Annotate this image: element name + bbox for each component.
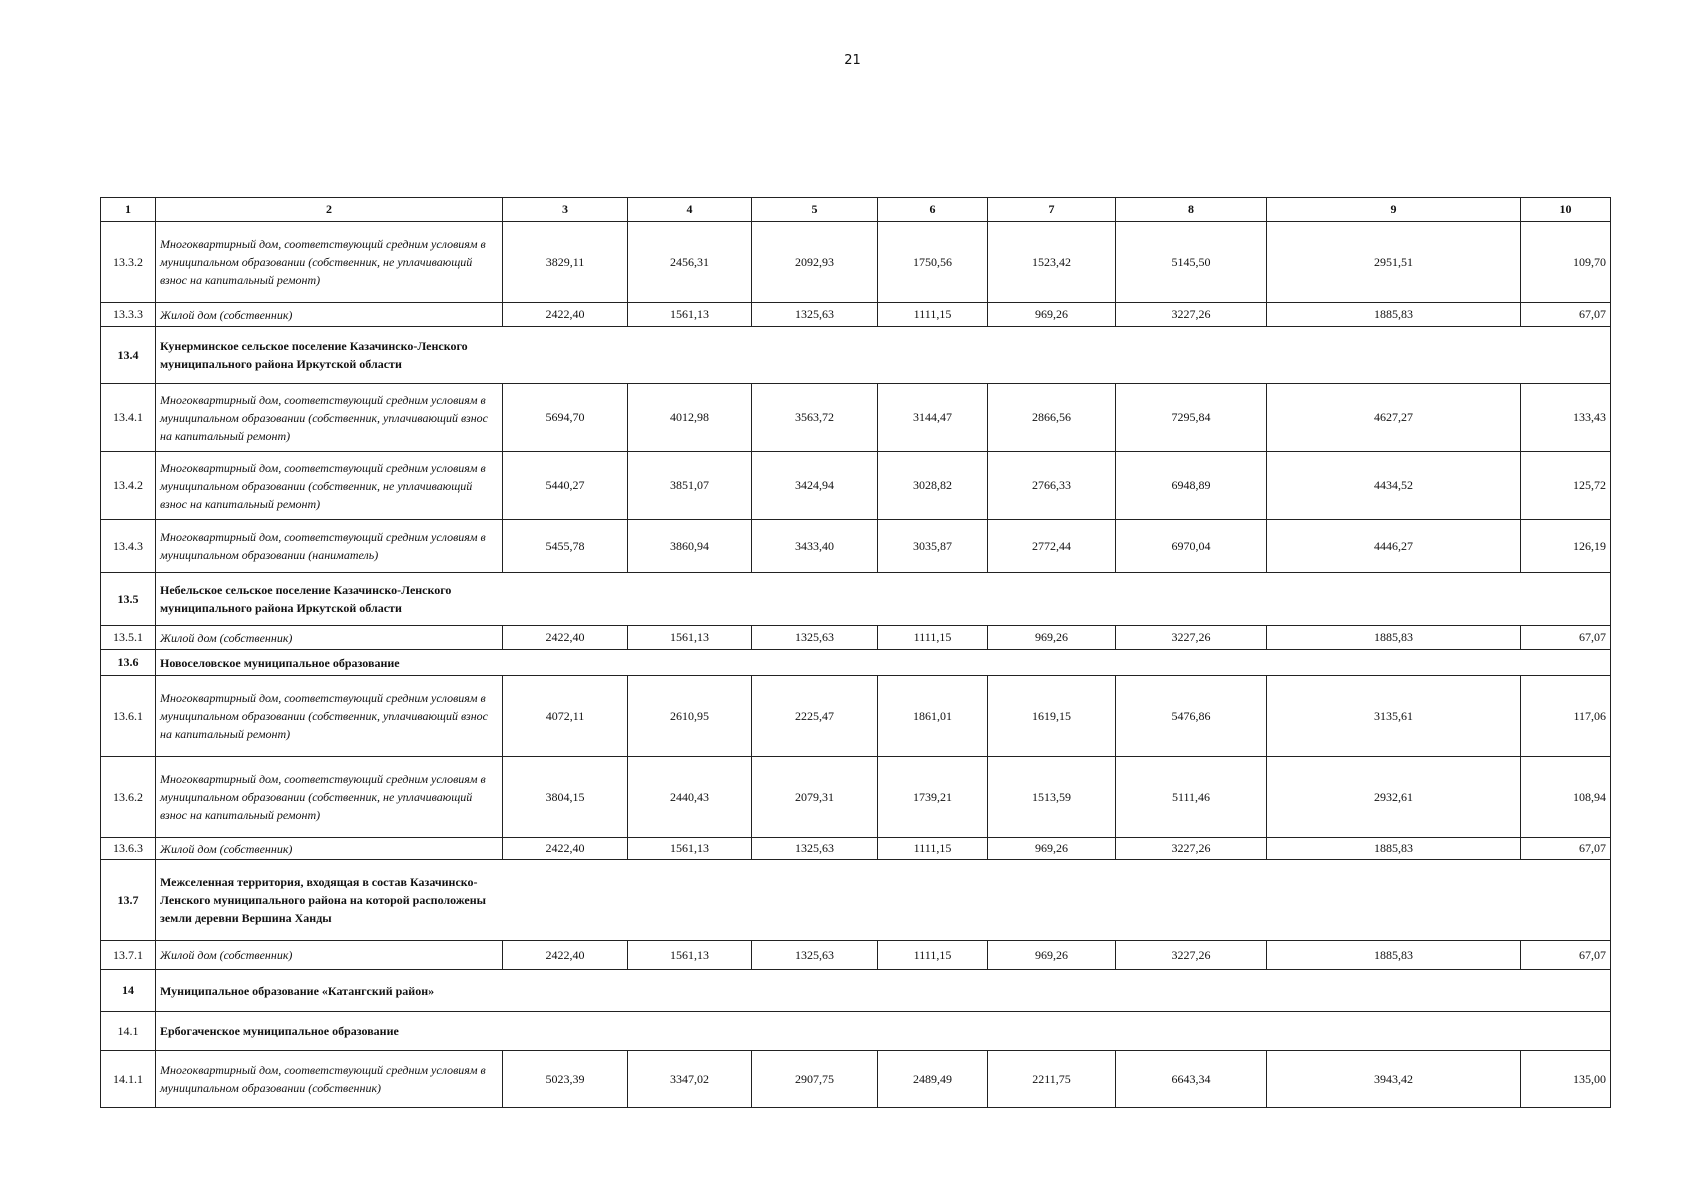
value-cell: 5694,70: [503, 384, 628, 452]
value-cell: 4434,52: [1267, 452, 1521, 520]
row-description: Многоквартирный дом, соответствующий средним условиям в муниципальном образовании (собственник, не уплачивающий взнос на капитальный ремонт): [156, 222, 503, 303]
table-row: [101, 838, 1611, 860]
value-cell: 2772,44: [988, 520, 1116, 573]
row-description: Многоквартирный дом, соответствующий средним условиям в муниципальном образовании (собственник, не уплачивающий взнос на капитальный ремонт): [156, 452, 503, 520]
row-description: Многоквартирный дом, соответствующий средним условиям в муниципальном образовании (собственник): [156, 1051, 503, 1108]
value-cell: 2440,43: [628, 757, 752, 838]
row-description: Жилой дом (собственник): [156, 838, 503, 860]
row-number: 13.3.2: [101, 222, 156, 303]
table-row: [101, 520, 1611, 573]
value-cell: 1325,63: [752, 941, 878, 970]
column-header: 6: [878, 198, 988, 222]
value-cell: 3227,26: [1116, 838, 1267, 860]
value-cell: 3144,47: [878, 384, 988, 452]
column-header: 4: [628, 198, 752, 222]
value-cell: 126,19: [1521, 520, 1611, 573]
row-description: Жилой дом (собственник): [156, 303, 503, 327]
value-cell: 3829,11: [503, 222, 628, 303]
value-cell: 3227,26: [1116, 941, 1267, 970]
value-cell: 6948,89: [1116, 452, 1267, 520]
value-cell: 1111,15: [878, 626, 988, 650]
column-header: 3: [503, 198, 628, 222]
value-cell: 3227,26: [1116, 626, 1267, 650]
section-number: 14: [101, 970, 156, 1012]
row-description: Многоквартирный дом, соответствующий средним условиям в муниципальном образовании (собственник, уплачивающий взнос на капитальный ремонт): [156, 676, 503, 757]
value-cell: 2092,93: [752, 222, 878, 303]
value-cell: 7295,84: [1116, 384, 1267, 452]
tariff-table: [100, 197, 1611, 1108]
value-cell: 1111,15: [878, 941, 988, 970]
value-cell: 2422,40: [503, 626, 628, 650]
value-cell: 1885,83: [1267, 838, 1521, 860]
table-row: [101, 941, 1611, 970]
column-header: 9: [1267, 198, 1521, 222]
value-cell: 5455,78: [503, 520, 628, 573]
value-cell: 1325,63: [752, 303, 878, 327]
value-cell: 67,07: [1521, 838, 1611, 860]
value-cell: 2932,61: [1267, 757, 1521, 838]
value-cell: 2766,33: [988, 452, 1116, 520]
row-description: Жилой дом (собственник): [156, 941, 503, 970]
value-cell: 109,70: [1521, 222, 1611, 303]
section-row: [101, 860, 1611, 941]
value-cell: 135,00: [1521, 1051, 1611, 1108]
section-number: 14.1: [101, 1012, 156, 1051]
value-cell: 3804,15: [503, 757, 628, 838]
row-description: Многоквартирный дом, соответствующий средним условиям в муниципальном образовании (собственник, уплачивающий взнос на капитальный ремонт): [156, 384, 503, 452]
value-cell: 4446,27: [1267, 520, 1521, 573]
value-cell: 1513,59: [988, 757, 1116, 838]
row-number: 13.6.3: [101, 838, 156, 860]
table-row: [101, 676, 1611, 757]
value-cell: 1561,13: [628, 838, 752, 860]
row-number: 13.7.1: [101, 941, 156, 970]
value-cell: 1111,15: [878, 303, 988, 327]
value-cell: 5111,46: [1116, 757, 1267, 838]
value-cell: 3943,42: [1267, 1051, 1521, 1108]
value-cell: 3851,07: [628, 452, 752, 520]
value-cell: 3424,94: [752, 452, 878, 520]
value-cell: 1523,42: [988, 222, 1116, 303]
column-header: 1: [101, 198, 156, 222]
value-cell: 1561,13: [628, 941, 752, 970]
value-cell: 2079,31: [752, 757, 878, 838]
table-row: [101, 384, 1611, 452]
section-title: Небельское сельское поселение Казачинско-Ленского муниципального района Иркутской области: [156, 573, 1611, 626]
value-cell: 3035,87: [878, 520, 988, 573]
row-number: 13.4.1: [101, 384, 156, 452]
value-cell: 2866,56: [988, 384, 1116, 452]
value-cell: 1325,63: [752, 838, 878, 860]
value-cell: 3028,82: [878, 452, 988, 520]
row-number: 13.6.2: [101, 757, 156, 838]
value-cell: 2951,51: [1267, 222, 1521, 303]
value-cell: 1750,56: [878, 222, 988, 303]
value-cell: 2456,31: [628, 222, 752, 303]
value-cell: 969,26: [988, 303, 1116, 327]
table-row: [101, 222, 1611, 303]
section-row: [101, 970, 1611, 1012]
column-header: 10: [1521, 198, 1611, 222]
value-cell: 3135,61: [1267, 676, 1521, 757]
section-row: [101, 1012, 1611, 1051]
row-number: 13.3.3: [101, 303, 156, 327]
value-cell: 5023,39: [503, 1051, 628, 1108]
value-cell: 5476,86: [1116, 676, 1267, 757]
value-cell: 3347,02: [628, 1051, 752, 1108]
value-cell: 1861,01: [878, 676, 988, 757]
column-header: 2: [156, 198, 503, 222]
value-cell: 4012,98: [628, 384, 752, 452]
column-header: 5: [752, 198, 878, 222]
table-row: [101, 452, 1611, 520]
value-cell: 1561,13: [628, 303, 752, 327]
row-number: 13.4.2: [101, 452, 156, 520]
value-cell: 1885,83: [1267, 626, 1521, 650]
value-cell: 2422,40: [503, 303, 628, 327]
row-number: 13.6.1: [101, 676, 156, 757]
section-title: Кунерминское сельское поселение Казачинско-Ленского муниципального района Иркутской области: [156, 327, 1611, 384]
value-cell: 108,94: [1521, 757, 1611, 838]
value-cell: 3860,94: [628, 520, 752, 573]
value-cell: 67,07: [1521, 303, 1611, 327]
value-cell: 2422,40: [503, 838, 628, 860]
section-row: [101, 573, 1611, 626]
value-cell: 117,06: [1521, 676, 1611, 757]
table-row: [101, 757, 1611, 838]
section-title: Новоселовское муниципальное образование: [156, 650, 1611, 676]
value-cell: 1561,13: [628, 626, 752, 650]
row-number: 13.5.1: [101, 626, 156, 650]
value-cell: 2211,75: [988, 1051, 1116, 1108]
value-cell: 2422,40: [503, 941, 628, 970]
table-row: [101, 1051, 1611, 1108]
value-cell: 1739,21: [878, 757, 988, 838]
section-row: [101, 650, 1611, 676]
value-cell: 3563,72: [752, 384, 878, 452]
value-cell: 3227,26: [1116, 303, 1267, 327]
row-number: 14.1.1: [101, 1051, 156, 1108]
table-header-row: [101, 198, 1611, 222]
value-cell: 6643,34: [1116, 1051, 1267, 1108]
value-cell: 67,07: [1521, 941, 1611, 970]
value-cell: 5440,27: [503, 452, 628, 520]
value-cell: 2610,95: [628, 676, 752, 757]
row-description: Жилой дом (собственник): [156, 626, 503, 650]
value-cell: 133,43: [1521, 384, 1611, 452]
page-number: 21: [844, 53, 861, 68]
section-title: Межселенная территория, входящая в состав Казачинско-Ленского муниципального района на которой расположены земли деревни Вершина Ханды: [156, 860, 1611, 941]
value-cell: 3433,40: [752, 520, 878, 573]
value-cell: 4627,27: [1267, 384, 1521, 452]
section-title: Ербогаченское муниципальное образование: [156, 1012, 1611, 1051]
row-description: Многоквартирный дом, соответствующий средним условиям в муниципальном образовании (собственник, не уплачивающий взнос на капитальный ремонт): [156, 757, 503, 838]
value-cell: 1619,15: [988, 676, 1116, 757]
value-cell: 1885,83: [1267, 303, 1521, 327]
value-cell: 1885,83: [1267, 941, 1521, 970]
row-number: 13.4.3: [101, 520, 156, 573]
section-number: 13.4: [101, 327, 156, 384]
value-cell: 969,26: [988, 626, 1116, 650]
row-description: Многоквартирный дом, соответствующий средним условиям в муниципальном образовании (наниматель): [156, 520, 503, 573]
value-cell: 5145,50: [1116, 222, 1267, 303]
value-cell: 1111,15: [878, 838, 988, 860]
section-number: 13.6: [101, 650, 156, 676]
value-cell: 2489,49: [878, 1051, 988, 1108]
value-cell: 969,26: [988, 941, 1116, 970]
value-cell: 2225,47: [752, 676, 878, 757]
value-cell: 6970,04: [1116, 520, 1267, 573]
value-cell: 67,07: [1521, 626, 1611, 650]
value-cell: 1325,63: [752, 626, 878, 650]
table-row: [101, 303, 1611, 327]
value-cell: 4072,11: [503, 676, 628, 757]
column-header: 7: [988, 198, 1116, 222]
section-number: 13.5: [101, 573, 156, 626]
table-row: [101, 626, 1611, 650]
section-title: Муниципальное образование «Катангский район»: [156, 970, 1611, 1012]
value-cell: 2907,75: [752, 1051, 878, 1108]
section-number: 13.7: [101, 860, 156, 941]
section-row: [101, 327, 1611, 384]
column-header: 8: [1116, 198, 1267, 222]
value-cell: 125,72: [1521, 452, 1611, 520]
value-cell: 969,26: [988, 838, 1116, 860]
